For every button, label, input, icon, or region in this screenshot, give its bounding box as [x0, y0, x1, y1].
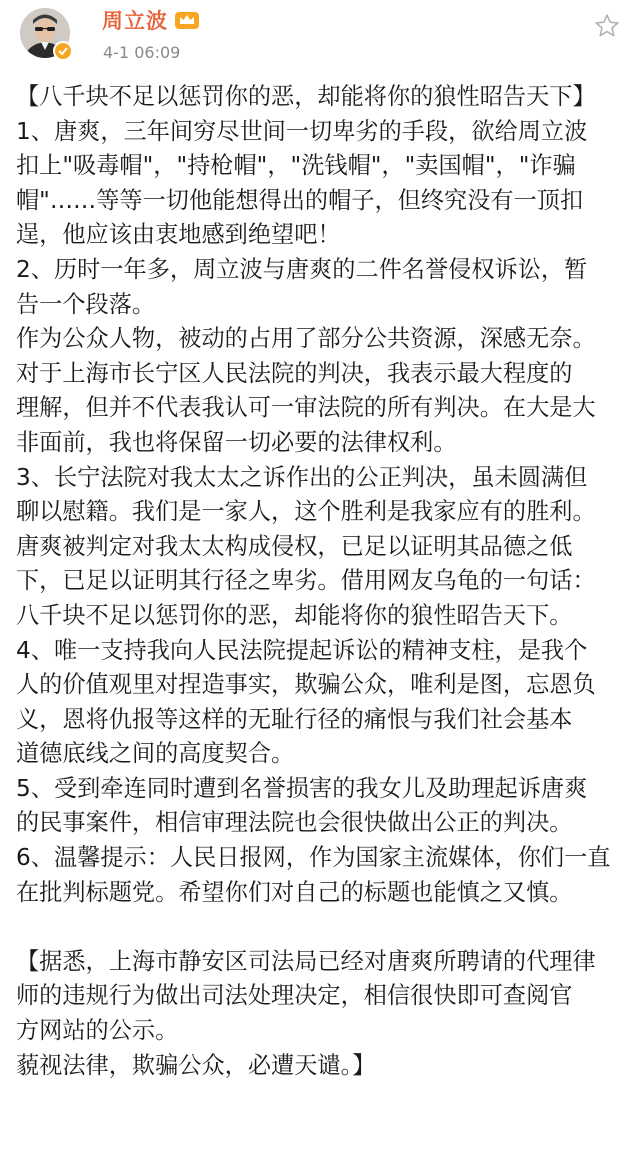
post-text-line: 聊以慰籍。我们是一家人，这个胜利是我家应有的胜利。	[16, 498, 596, 526]
post-text-line: 八千块不足以惩罚你的恶，却能将你的狼性昭告天下。	[16, 601, 573, 629]
author-name[interactable]	[102, 5, 200, 35]
post-text-line: 告一个段落。	[16, 290, 156, 318]
post-text-line: 6、温馨提示：人民日报网，作为国家主流媒体，你们一直	[16, 844, 611, 872]
favorite-button[interactable]	[593, 12, 621, 40]
blank-line	[16, 910, 626, 945]
post-timestamp: 4-1 06:09	[103, 43, 181, 62]
post-text-line: 作为公众人物，被动的占用了部分公共资源，深感无奈。	[16, 325, 596, 353]
post-text-line: 扣上"吸毒帽"，"持枪帽"，"洗钱帽"，"卖国帽"，"诈骗	[16, 152, 576, 180]
post-text-line: 【八千块不足以惩罚你的恶，却能将你的狼性昭告天下】	[16, 83, 596, 110]
author-name-text[interactable]: 周立波	[102, 9, 168, 33]
post-text-line: 下，已足以证明其行径之卑劣。借用网友乌龟的一句话：	[16, 567, 596, 595]
post-text-line: 唐爽被判定对我太太构成侵权，已足以证明其品德之低	[16, 532, 573, 560]
verified-badge-icon	[53, 41, 73, 61]
post-text-line: 1、唐爽，三年间穷尽世间一切卑劣的手段，欲给周立波	[16, 117, 588, 145]
post-text-line: 方网站的公示。	[16, 1017, 179, 1045]
post-text-line: 非面前，我也将保留一切必要的法律权利。	[16, 428, 457, 456]
avatar[interactable]	[20, 8, 70, 58]
post-text-line: 帽"……等等一切他能想得出的帽子，但终究没有一顶扣	[16, 186, 584, 214]
post-text-line: 【据悉，上海市静安区司法局已经对唐爽所聘请的代理律	[16, 947, 596, 975]
post-text-line: 人的价值观里对捏造事实，欺骗公众，唯利是图，忘恩负	[16, 671, 596, 699]
post-content	[16, 80, 626, 1083]
post-text-line: 义，恩将仇报等这样的无耻行径的痛恨与我们社会基本	[16, 705, 573, 733]
post-text-line: 逞，他应该由衷地感到绝望吧！	[16, 221, 341, 249]
post-text-line: 理解，但并不代表我认可一审法院的所有判决。在大是大	[16, 394, 596, 422]
post-text-line: 2、历时一年多，周立波与唐爽的二件名誉侵权诉讼，暂	[16, 255, 588, 283]
post-text-line: 在批判标题党。希望你们对自己的标题也能慎之又慎。	[16, 878, 573, 906]
star-icon	[593, 12, 621, 40]
post-text-line: 对于上海市长宁区人民法院的判决，我表示最大程度的	[16, 359, 573, 387]
crown-icon[interactable]	[174, 9, 200, 31]
post-text-line: 师的违规行为做出司法处理决定，相信很快即可查阅官	[16, 982, 573, 1010]
post-text-line: 4、唯一支持我向人民法院提起诉讼的精神支柱，是我个	[16, 636, 588, 664]
post-text-line: 5、受到牵连同时遭到名誉损害的我女儿及助理起诉唐爽	[16, 774, 588, 802]
post-header	[0, 0, 640, 80]
post-text-line: 藐视法律，欺骗公众，必遭天谴。】	[16, 1051, 376, 1079]
post-text-line: 3、长宁法院对我太太之诉作出的公正判决，虽未圆满但	[16, 463, 588, 491]
post-text-line: 道德底线之间的高度契合。	[16, 740, 295, 768]
post-text-line: 的民事案件，相信审理法院也会很快做出公正的判决。	[16, 809, 573, 837]
